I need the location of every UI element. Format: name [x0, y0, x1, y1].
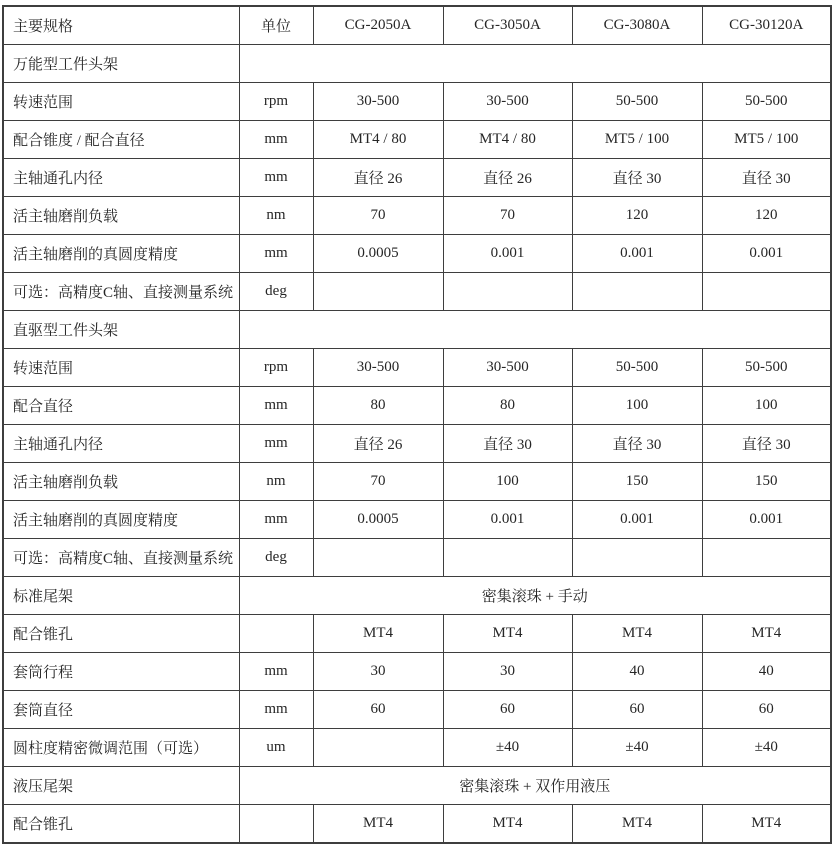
table-row [3, 539, 831, 577]
value-cell: MT4 [313, 615, 443, 653]
value-cell: 50-500 [572, 349, 702, 387]
value-cell: 70 [443, 197, 572, 235]
value-cell: MT4 [702, 615, 831, 653]
unit-cell: nm [239, 463, 313, 501]
column-header-model-2: CG-3050A [443, 6, 572, 45]
value-cell: 80 [313, 387, 443, 425]
value-cell: MT4 [572, 805, 702, 844]
column-header-unit: 单位 [239, 6, 313, 45]
unit-cell: mm [239, 425, 313, 463]
value-cell: 50-500 [572, 83, 702, 121]
section-label-cell: 万能型工件头架 [3, 45, 239, 83]
section-row [3, 45, 831, 83]
value-cell: 70 [313, 463, 443, 501]
table-row [3, 463, 831, 501]
value-cell [572, 273, 702, 311]
value-cell: 0.001 [572, 501, 702, 539]
unit-cell: rpm [239, 83, 313, 121]
value-cell: 直径 30 [702, 159, 831, 197]
value-cell: 0.001 [702, 235, 831, 273]
value-cell: 30-500 [313, 83, 443, 121]
unit-cell: mm [239, 501, 313, 539]
unit-cell: mm [239, 653, 313, 691]
table-row [3, 387, 831, 425]
value-cell: 40 [702, 653, 831, 691]
unit-cell: mm [239, 691, 313, 729]
unit-cell: mm [239, 387, 313, 425]
value-cell: 直径 26 [313, 425, 443, 463]
value-cell: 70 [313, 197, 443, 235]
value-cell: 30-500 [443, 349, 572, 387]
spec-label-cell: 配合直径 [3, 387, 239, 425]
table-row [3, 729, 831, 767]
value-cell: ±40 [572, 729, 702, 767]
value-cell [702, 539, 831, 577]
table-row [3, 349, 831, 387]
value-cell: 120 [702, 197, 831, 235]
spec-label-cell: 套筒行程 [3, 653, 239, 691]
table-row [3, 425, 831, 463]
spec-label-cell: 圆柱度精密微调范围（可选） [3, 729, 239, 767]
value-cell: 直径 26 [443, 159, 572, 197]
value-cell [313, 729, 443, 767]
unit-cell [239, 615, 313, 653]
value-cell: 0.0005 [313, 501, 443, 539]
value-cell: 30 [313, 653, 443, 691]
section-label-cell: 标准尾架 [3, 577, 239, 615]
value-cell: 直径 30 [443, 425, 572, 463]
value-cell: 80 [443, 387, 572, 425]
spec-label-cell: 可选：高精度C轴、直接测量系统 [3, 273, 239, 311]
value-cell: 120 [572, 197, 702, 235]
value-cell: MT4 [572, 615, 702, 653]
section-span-cell: 密集滚珠 + 双作用液压 [239, 767, 831, 805]
unit-cell: rpm [239, 349, 313, 387]
table-row [3, 615, 831, 653]
table-row [3, 159, 831, 197]
spec-label-cell: 活主轴磨削负载 [3, 463, 239, 501]
value-cell: 0.001 [702, 501, 831, 539]
unit-cell: mm [239, 121, 313, 159]
table-row [3, 235, 831, 273]
value-cell: 直径 30 [572, 425, 702, 463]
value-cell: MT4 [443, 615, 572, 653]
value-cell [313, 539, 443, 577]
section-row [3, 767, 831, 805]
column-header-model-3: CG-3080A [572, 6, 702, 45]
table-row [3, 691, 831, 729]
value-cell: MT4 / 80 [443, 121, 572, 159]
section-row [3, 311, 831, 349]
value-cell: 100 [443, 463, 572, 501]
spec-label-cell: 活主轴磨削负载 [3, 197, 239, 235]
value-cell: 0.001 [572, 235, 702, 273]
value-cell [572, 539, 702, 577]
value-cell: 0.001 [443, 501, 572, 539]
table-row [3, 197, 831, 235]
spec-label-cell: 活主轴磨削的真圆度精度 [3, 501, 239, 539]
unit-cell: mm [239, 235, 313, 273]
value-cell: MT4 / 80 [313, 121, 443, 159]
spec-label-cell: 活主轴磨削的真圆度精度 [3, 235, 239, 273]
table-row [3, 273, 831, 311]
table-row [3, 121, 831, 159]
section-span-cell [239, 45, 831, 83]
value-cell: 直径 30 [702, 425, 831, 463]
value-cell: MT4 [313, 805, 443, 844]
value-cell: 60 [702, 691, 831, 729]
spec-table [2, 5, 832, 844]
section-span-cell [239, 311, 831, 349]
table-row [3, 653, 831, 691]
spec-label-cell: 套筒直径 [3, 691, 239, 729]
value-cell: 50-500 [702, 83, 831, 121]
section-span-cell: 密集滚珠 + 手动 [239, 577, 831, 615]
header-row [3, 6, 831, 45]
spec-label-cell: 配合锥孔 [3, 805, 239, 844]
column-header-model-1: CG-2050A [313, 6, 443, 45]
value-cell: 30 [443, 653, 572, 691]
value-cell: 50-500 [702, 349, 831, 387]
value-cell [313, 273, 443, 311]
unit-cell: nm [239, 197, 313, 235]
value-cell: 100 [572, 387, 702, 425]
value-cell: 60 [572, 691, 702, 729]
value-cell: 直径 30 [572, 159, 702, 197]
table-row [3, 83, 831, 121]
spec-label-cell: 主轴通孔内径 [3, 159, 239, 197]
value-cell: 30-500 [313, 349, 443, 387]
spec-label-cell: 配合锥孔 [3, 615, 239, 653]
unit-cell: um [239, 729, 313, 767]
unit-cell: mm [239, 159, 313, 197]
column-header-spec: 主要规格 [3, 6, 239, 45]
value-cell: 60 [313, 691, 443, 729]
value-cell: 30-500 [443, 83, 572, 121]
value-cell: 150 [702, 463, 831, 501]
section-label-cell: 直驱型工件头架 [3, 311, 239, 349]
value-cell: 150 [572, 463, 702, 501]
value-cell [443, 273, 572, 311]
spec-label-cell: 转速范围 [3, 83, 239, 121]
spec-label-cell: 配合锥度 / 配合直径 [3, 121, 239, 159]
value-cell: 40 [572, 653, 702, 691]
value-cell: MT5 / 100 [572, 121, 702, 159]
value-cell: 0.0005 [313, 235, 443, 273]
section-row [3, 577, 831, 615]
value-cell [443, 539, 572, 577]
unit-cell: deg [239, 539, 313, 577]
section-label-cell: 液压尾架 [3, 767, 239, 805]
value-cell [702, 273, 831, 311]
spec-label-cell: 可选：高精度C轴、直接测量系统 [3, 539, 239, 577]
value-cell: 0.001 [443, 235, 572, 273]
column-header-model-4: CG-30120A [702, 6, 831, 45]
value-cell: MT4 [702, 805, 831, 844]
value-cell: MT5 / 100 [702, 121, 831, 159]
table-row [3, 805, 831, 844]
value-cell: 60 [443, 691, 572, 729]
unit-cell: deg [239, 273, 313, 311]
spec-label-cell: 主轴通孔内径 [3, 425, 239, 463]
value-cell: 100 [702, 387, 831, 425]
value-cell: 直径 26 [313, 159, 443, 197]
value-cell: ±40 [443, 729, 572, 767]
value-cell: MT4 [443, 805, 572, 844]
spec-label-cell: 转速范围 [3, 349, 239, 387]
value-cell: ±40 [702, 729, 831, 767]
spec-sheet [2, 5, 832, 844]
table-row [3, 501, 831, 539]
unit-cell [239, 805, 313, 844]
